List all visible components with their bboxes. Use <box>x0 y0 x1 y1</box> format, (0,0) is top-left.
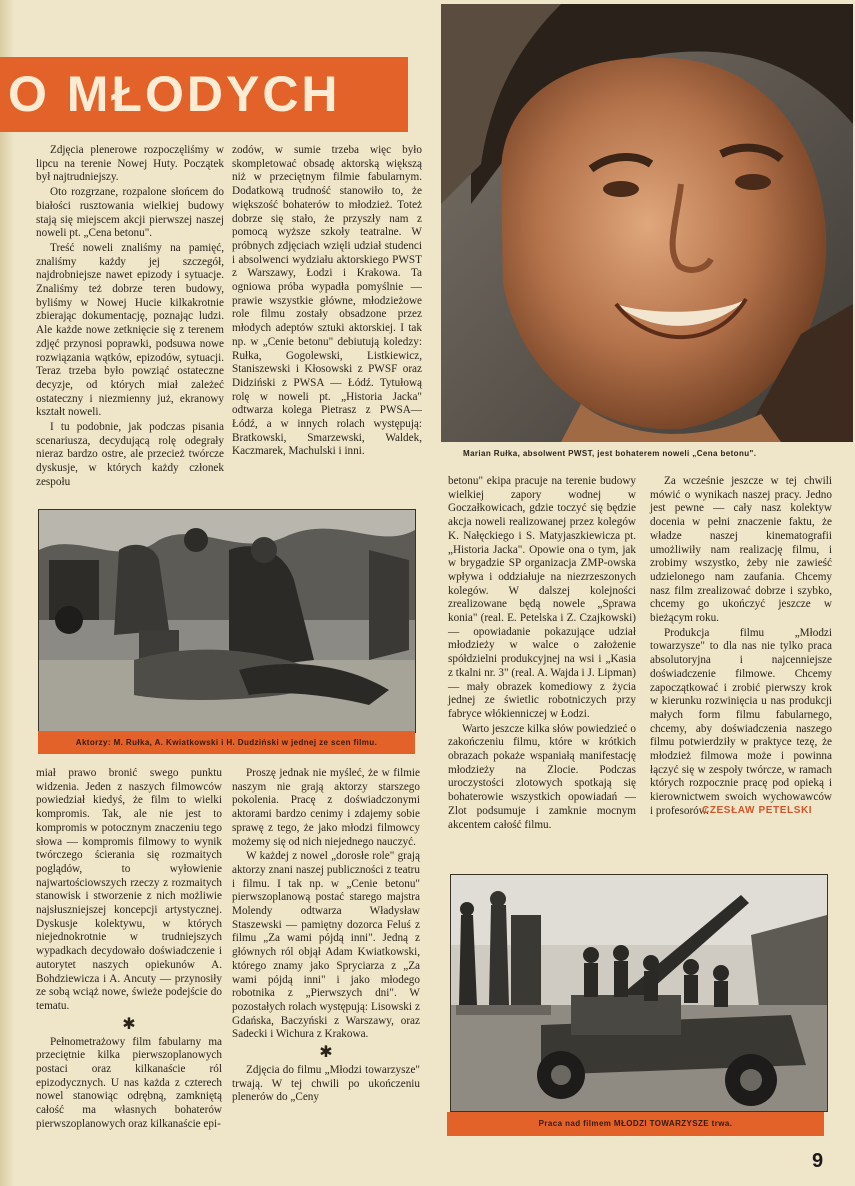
portrait-caption: Marian Rułka, absolwent PWST, jest bohaterem noweli „Cena betonu". <box>463 449 757 458</box>
author-signature: CZESŁAW PETELSKI <box>702 805 813 816</box>
scene-caption: Aktorzy: M. Rułka, A. Kwiatkowski i H. Dudziński w jednej ze scen filmu. <box>38 731 415 754</box>
headline: O MŁODYCH <box>0 57 408 132</box>
paragraph: Oto rozgrzane, rozpalone słońcem do białości rusztowania wielkiej budowy stają się miejscem akcji pierwszej naszej noweli pt. „Cena betonu". <box>36 186 224 240</box>
column-5 <box>36 767 222 1147</box>
paragraph: W każdej z nowel „dorosłe role" grają aktorzy znani naszej publiczności z teatru i filmu. I tak np. w „Cenie betonu" pierwszoplanową postać starego majstra Molendy odtwarza Władysław Staszewski — pamiętny dozorca Feluś z filmu „Za wami pójdą inni". Jedną z głównych ról objął Adam Kwiatkowski, którego znamy jako Spryciarza z „Za wami pójdą inni" i jako młodego robotnika z „Pierwszych dni". W pozostałych rolach występują: Lisowski z Gdańska, Baczyński z Warszawy, oraz Sadecki i Wichura z Krakowa. <box>232 850 420 1041</box>
paragraph: Produkcja filmu „Młodzi towarzysze" to dla nas nie tylko praca absolutoryjna i najcenniejsze doświadczenie filmowe. Chcemy zapoczątkować i zrobić pierwszy krok w kierunku rozwinięcia u nas produkcji małych form filmu fabularnego, chcemy, aby doświadczenia naszego filmu potwierdziły w praktyce tezę, że młodzież filmowa może i powinna łączyć się w zespoły twórcze, w ramach których rozpocznie pracę pod opieką i kierownictwem swoich wychowawców i profesorów. <box>650 626 832 817</box>
paragraph: betonu" ekipa pracuje na terenie budowy wielkiej zapory wodnej w Goczałkowicach, gdzie toczyć się będzie akcja noweli realizowanej przez kolegów K. Nałęckiego i S. Matyjaszkiewicza pt. „Historia Jacka". Opowie ona o tym, jak w brygadzie SP organizacja ZMP-owska wpływa i oddziałuje na niezrzeszonych kolegów. W dalszej kolejności zrealizowane będą nowele „Sprawa konia" (real. E. Petelska i Z. Czajkowski) — opowiadanie pokazujące udział młodzieży w walce o założenie spółdzielni produkcyjnej na wsi i „Kasia z tkalni nr. 3" (real. A. Wajda i J. Lipman) — mały obrazek komediowy z życia jednej ze świetlic robotniczych przy fabryce włókienniczej w Łodzi. <box>448 475 636 720</box>
paragraph: miał prawo bronić swego punktu widzenia. Jeden z naszych filmowców powiedział kiedyś, że film to wielki kompromis. Tak, ale nie jest to kompromis w potocznym znaczeniu tego słowa — kompromis filmowy to wynik twórczego ścierania się rozmaitych poglądów, to wyłowienie najwartościowszych rzeczy z rozmaitych stanowisk i stworzenie z nich możliwie najsłuszniejszej koncepcji artystycznej. Dyskusje kolektywu, w których niejednokrotnie w trudniejszych wypadkach decydowało doświadczenie i autorytet naszych opiekunów A. Bohdziewicza i A. Ancuty — przynosiły ze sobą wciąż nowe, świeże podejście do tematu. <box>36 767 222 1012</box>
paragraph: Proszę jednak nie myśleć, że w filmie naszym nie grają aktorzy starszego pokolenia. Pracę z doświadczonymi aktorami bardzo cenimy i zdajemy sobie sprawę z tego, że jako młodzi filmowcy możemy się od nich niejednego nauczyć. <box>232 767 420 848</box>
page-number: 9 <box>812 1150 824 1172</box>
column-2 <box>232 144 422 502</box>
portrait-photo <box>441 4 853 442</box>
paragraph: Treść noweli znaliśmy na pamięć, znaliśmy każdy jej szczegół, najdrobniejsze nawet epizody i sytuacje. Znaliśmy też dobrze teren budowy, byliśmy w Nowej Hucie kilkakrotnie zbierając dokumentację, poznając ludzi. Ale każde nowe zetknięcie się z terenem zdjęć przynosi poprawki, podsuwa nowe rozwiązania wątków, epizodów, sytuacji. Teraz trzeba było powziąć ostateczne decyzje, od których miał zależeć ostateczny i niezmienny już, ekranowy kształt noweli. <box>36 241 224 419</box>
paragraph: Zdjęcia do filmu „Młodzi towarzysze" trwają. W tej chwili po ukończeniu plenerów do „Ceny <box>232 1064 420 1104</box>
section-star: ✱ <box>122 1015 136 1033</box>
paragraph: Za wcześnie jeszcze w tej chwili mówić o wynikach naszej pracy. Jedno jest pewne — cały nasz kolektyw docenia w pełni znaczenie faktu, że władze naszej kinematografii umożliwiły nam realizację filmu, i zrobimy wszystko, żeby nie zawieść udzielonego nam zaufania. Chcemy nasz film zrealizować dobrze i szybko, chcemy go ukończyć jeszcze w bieżącym roku. <box>650 475 832 625</box>
production-photo <box>450 874 828 1112</box>
paragraph: Warto jeszcze kilka słów powiedzieć o zakończeniu filmu, które w krótkich obrazach pokaże wspaniałą manifestację młodzieży na Zlocie. Podczas uroczystości zlotowych spotkają się bohaterowie wszystkich opowiadań — Zlot podsumuje i zamknie mocnym akcentem całość filmu. <box>448 722 636 831</box>
paragraph: zodów, w sumie trzeba więc było skompletować obsadę aktorską większą niż w przeciętnym filmie fabularnym. Dodatkową trudność stanowiło to, że większość bohaterów to młodzież. Toteż dobrze się stało, że przyszły nam z pomocą wyższe szkoły teatralne. W próbnych zdjęciach wzięli udział studenci i absolwenci wydziału aktorskiego PWST z Warszawy, Łodzi i Krakowa. Ta ogniowa próba wypadła pomyślnie — prawie wszystkie główne, młodzieżowe role filmu zostały obsadzone przez młodych adeptów sztuki aktorskiej. I tak np. w „Cenie betonu" debiutują koledzy: Rułka, Gogolewski, Listkiewicz, Staniszewski i Kłosowski z PWSF oraz Didziński z PWSA — Łódź. Tytułową rolę w noweli pt. „Historia Jacka" odtwarza kolega Pietrasz z PWSA—Łódź, a w innych rolach występują: Bratkowski, Smarzewski, Waldek, Kaczmarek, Machulski i inni. <box>232 144 422 458</box>
paragraph: I tu podobnie, jak podczas pisania scenariusza, decydującą rolę odegrały nieraz bardzo ostre, ale przecież twórcze dyskusje, w których każdy członek zespołu <box>36 421 224 488</box>
column-6 <box>232 767 420 1147</box>
page-spine <box>0 0 14 1186</box>
production-caption: Praca nad filmem MŁODZI TOWARZYSZE trwa. <box>447 1112 824 1136</box>
column-3 <box>448 475 636 835</box>
column-1 <box>36 144 224 502</box>
paragraph: Pełnometrażowy film fabularny ma przeciętnie kilka pierwszoplanowych postaci oraz kilkanaście ról epizodycznych. U nas każda z czterech nowel stanowiąc odrębną, zamkniętą całość ma własnych bohaterów pierwszoplanowych oraz kilkanaście epi- <box>36 1035 222 1130</box>
section-star: ✱ <box>319 1044 333 1062</box>
scene-photo <box>38 509 416 733</box>
paragraph: Zdjęcia plenerowe rozpoczęliśmy w lipcu na terenie Nowej Huty. Początek był najtrudniejszy. <box>36 144 224 184</box>
